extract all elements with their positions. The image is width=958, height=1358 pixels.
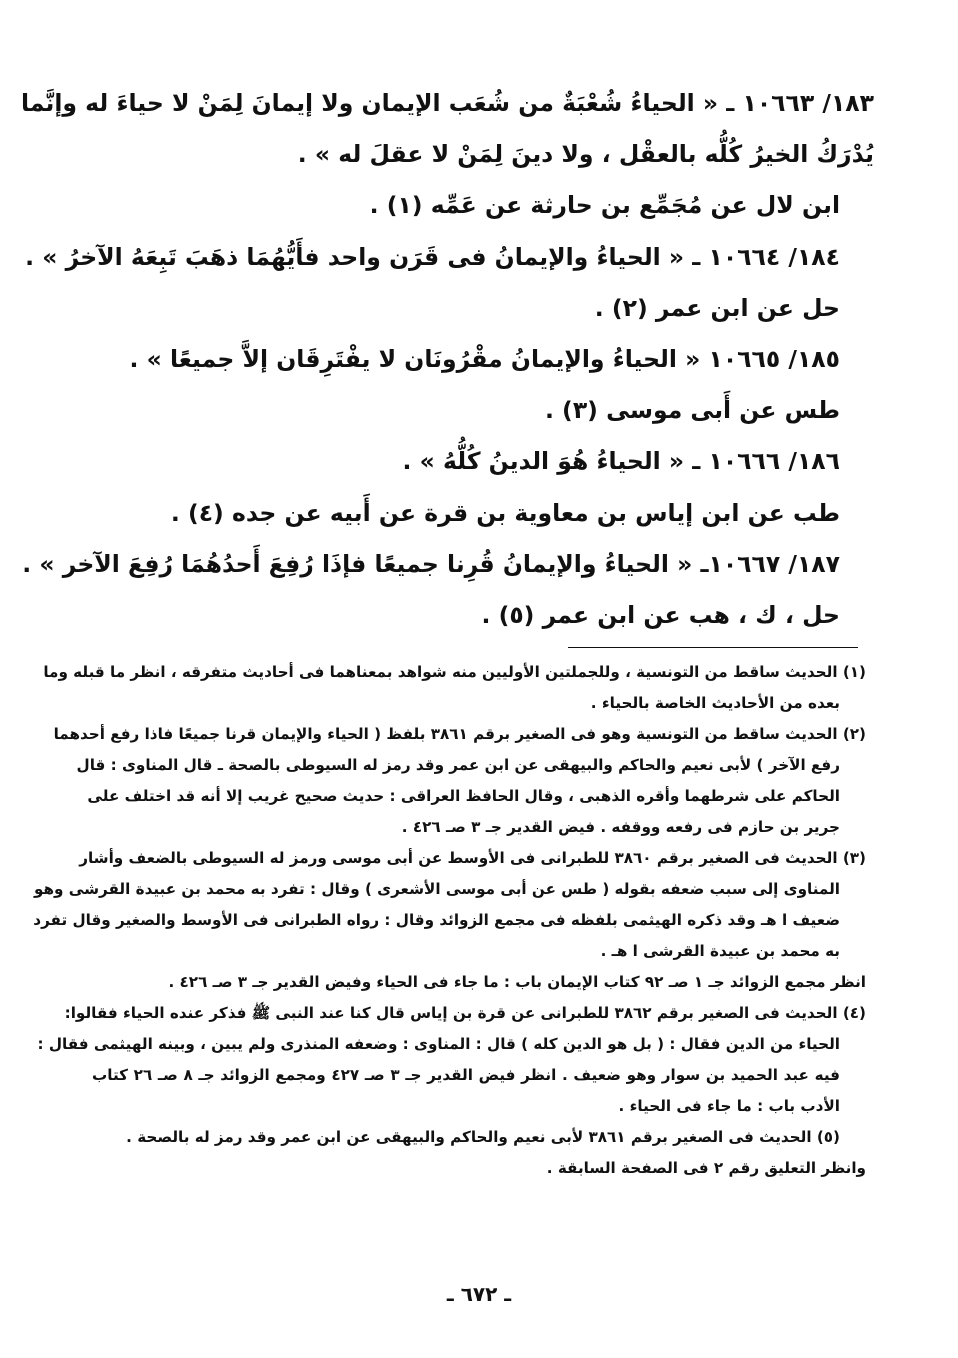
hadith-185-source: طس عن أَبى موسى (٣) . bbox=[544, 396, 840, 425]
hadith-183-line-1: ١٨٣/ ١٠٦٦٣ ـ « الحياءُ شُعْبَةٌ من شُعَب الإيمان ولا إيمانَ لِمَنْ لا حياءَ له وإنَّما bbox=[20, 89, 874, 117]
footnote-1-line-1: (١) الحديث ساقط من التونسية ، وللجملتين الأوليين منه شواهد بمعناهما فى أحاديث متفرقه ، انظر ما قبله وما bbox=[43, 663, 866, 681]
footnote-3-line-1: (٣) الحديث فى الصغير برقم ٣٨٦٠ للطبرانى فى الأوسط عن أبى موسى ورمز له السيوطى بالضعف وأشار bbox=[79, 849, 866, 867]
hadith-187-text: ١٨٧/ ١٠٦٦٧ـ « الحياءُ والإيمانُ قُرِنا جميعًا فإذَا رُفِعَ أَحدُهُمَا رُفِعَ الآخر » . bbox=[22, 549, 840, 578]
footnote-2-line-4: جرير بن حازم فى رفعه ووقفه . فيض القدير جـ ٣ صـ ٤٢٦ . bbox=[401, 818, 840, 836]
footnote-2-line-2: رفع الآخر ) لأبى نعيم والحاكم والبيهقى عن ابن عمر وقد رمز له السيوطى بالصحة ـ قال المناوى : قال bbox=[76, 756, 840, 774]
footnote-3-reference: انظر مجمع الزوائد جـ ١ صـ ٩٢ كتاب الإيمان باب : ما جاء فى الحياء وفيض القدير جـ ٣ صـ ٤٢٦ . bbox=[168, 973, 866, 991]
footnote-3-line-3: ضعيف ا هـ وقد ذكره الهيثمى بلفظه فى مجمع الزوائد وقال : رواه الطبرانى فى الأوسط والصغير وقال تفرد bbox=[33, 911, 840, 929]
footnote-5-line-2: وانظر التعليق رقم ٢ فى الصفحة السابقة . bbox=[546, 1159, 866, 1177]
footnote-4-line-2: الحياء من الدين فقال : ( بل هو الدين كله ) قال : المناوى : وضعفه المنذرى ولم يبين ، وبينه الهيثمى فقال : bbox=[37, 1035, 840, 1053]
footnote-1-line-2: بعده من الأحاديث الخاصة بالحياء . bbox=[590, 694, 840, 712]
footnote-5-line-1: (٥) الحديث فى الصغير برقم ٣٨٦١ لأبى نعيم والحاكم والبيهقى عن ابن عمر وقد رمز له بالصحة . bbox=[126, 1128, 840, 1146]
footnotes-block bbox=[33, 657, 866, 1184]
footnote-2-line-1: (٢) الحديث ساقط من التونسية وهو فى الصغير برقم ٣٨٦١ بلفظ ( الحياء والإيمان قرنا جميعًا فاذا رفع أحدهما bbox=[53, 725, 866, 743]
footnote-3-line-4: به محمد بن عبيدة القرشى ا هـ . bbox=[600, 942, 840, 960]
hadith-187-source: حل ، ك ، هب عن ابن عمر (٥) . bbox=[481, 600, 840, 629]
footnote-separator bbox=[568, 647, 858, 648]
footnote-3-line-2: المناوى إلى سبب ضعفه بقوله ( طس عن أبى موسى الأشعرى ) وقال : تفرد به محمد بن عبيدة القرشى وهو bbox=[33, 880, 840, 898]
hadith-184-source: حل عن ابن عمر (٢) . bbox=[594, 293, 840, 322]
hadith-186-text: ١٨٦/ ١٠٦٦٦ ـ « الحياءُ هُوَ الدينُ كُلُّهُ » . bbox=[402, 447, 840, 476]
hadith-186-source: طب عن ابن إياس بن معاوية بن قرة عن أَبيه عن جده (٤) . bbox=[170, 498, 840, 527]
hadith-183-source: ابن لال عن مُجَمِّع بن حارثة عن عَمِّه (١) . bbox=[369, 191, 840, 220]
hadith-183-line-2: يُدْرَكُ الخيرُ كُلُّه بالعقْل ، ولا دينَ لِمَنْ لا عقلَ له » . bbox=[297, 140, 874, 169]
hadith-185-text: ١٨٥/ ١٠٦٦٥ « الحياءُ والإيمانُ مقْرُونَان لا يفْتَرِقَان إلاَّ جميعًا » . bbox=[129, 344, 840, 373]
footnote-4-line-4: الأدب باب : ما جاء فى الحياء . bbox=[618, 1097, 840, 1115]
hadith-184-text: ١٨٤/ ١٠٦٦٤ ـ « الحياءُ والإيمانُ فى قَرَن واحد فأَيُّهُمَا ذهَبَ تَبِعَهُ الآخرُ » . bbox=[25, 242, 840, 271]
footnote-4-line-1: (٤) الحديث فى الصغير برقم ٣٨٦٢ للطبرانى عن قرة بن إياس قال كنا عند النبى ﷺ فذكر عنده الحياء فقالوا: bbox=[64, 1004, 866, 1022]
footnote-4-line-3: فيه عبد الحميد بن سوار وهو ضعيف . انظر فيض القدير جـ ٣ صـ ٤٢٧ ومجمع الزوائد جـ ٨ صـ ٢٦ كتاب bbox=[92, 1066, 840, 1084]
footnote-2-line-3: الحاكم على شرطهما وأقره الذهبى ، وقال الحافظ العراقى : حديث صحيح غريب إلا أنه قد اختلف على bbox=[87, 787, 840, 805]
hadith-text-block bbox=[20, 78, 874, 641]
page-number: ـ ٦٧٢ ـ bbox=[446, 1282, 512, 1306]
